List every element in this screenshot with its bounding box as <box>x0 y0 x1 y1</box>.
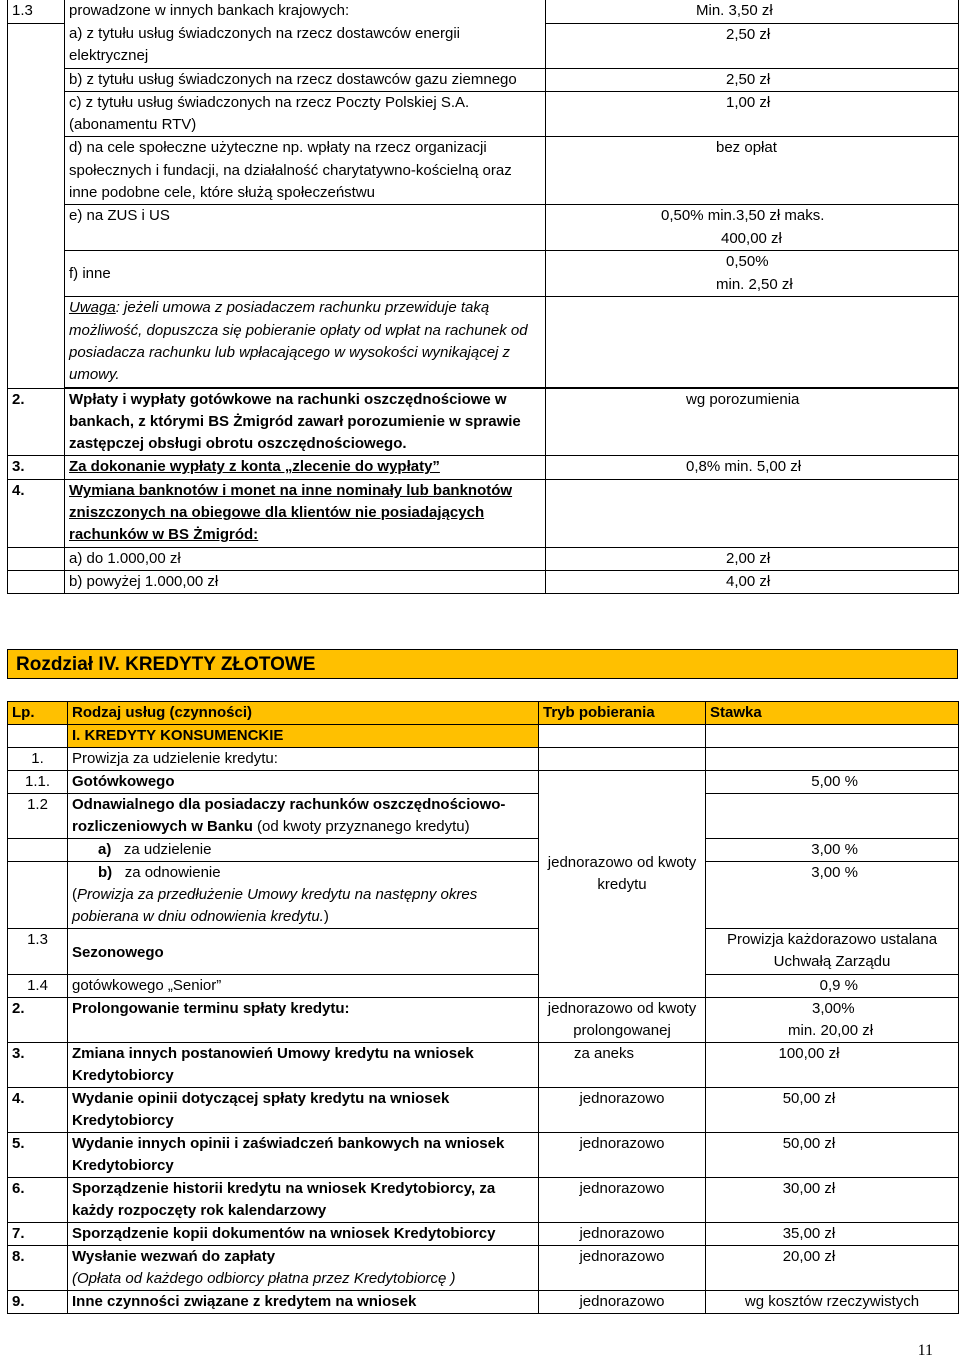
row-number: 5. <box>8 1133 68 1178</box>
row-number: 6. <box>8 1178 68 1223</box>
chapter-heading <box>7 649 958 679</box>
fees-table-top <box>7 0 959 594</box>
blank-cell <box>8 23 65 388</box>
row-label: b) z tytułu usług świadczonych na rzecz dostawców gazu ziemnego <box>65 68 546 91</box>
row-label: Wpłaty i wypłaty gotówkowe na rachunki oszczędnościowe w bankach, z którymi BS Żmigród zawarł porozumienie w sprawie zastępczej obsługi obrotu oszczędnościowego. <box>65 388 546 456</box>
row-label <box>68 839 539 862</box>
blank-cell <box>8 547 65 570</box>
row-value: 2,50 zł <box>546 23 959 68</box>
row-label: a) do 1.000,00 zł <box>65 547 546 570</box>
row-number: 1.3 <box>8 929 68 975</box>
row-value: 20,00 zł <box>706 1246 959 1291</box>
row-value: 2,00 zł <box>546 547 959 570</box>
value-line: 400,00 zł <box>721 229 782 247</box>
blank-cell <box>706 748 959 771</box>
row-value: wg kosztów rzeczywistych <box>706 1291 959 1314</box>
row-tryb: jednorazowo <box>539 1133 706 1178</box>
row-tryb: jednorazowo <box>539 1223 706 1246</box>
row-letter: b) <box>98 864 113 881</box>
row-number: 4. <box>8 1088 68 1133</box>
row-label: b) powyżej 1.000,00 zł <box>65 570 546 593</box>
row-number: 3. <box>8 456 65 479</box>
page-number: 11 <box>917 1342 933 1359</box>
row-tryb: jednorazowo <box>539 1178 706 1223</box>
row-value: 0,8% min. 5,00 zł <box>546 456 959 479</box>
row-value: 50,00 zł <box>706 1133 959 1178</box>
row-label: c) z tytułu usług świadczonych na rzecz Poczty Polskiej S.A. (abonamentu RTV) <box>65 91 546 137</box>
row-value: 5,00 % <box>706 771 959 794</box>
row-label: Inne czynności związane z kredytem na wniosek <box>68 1291 539 1314</box>
row-label: f) inne <box>65 251 546 297</box>
blank-cell <box>8 862 68 929</box>
row-number: 1. <box>8 748 68 771</box>
row-tryb: jednorazowo <box>539 1246 706 1291</box>
credit-fees-table <box>7 701 959 1314</box>
row-value: wg porozumienia <box>546 388 959 456</box>
row-number: 9. <box>8 1291 68 1314</box>
header-stawka: Stawka <box>706 702 959 725</box>
row-value: 3,00 % <box>706 862 959 929</box>
row-value: 2,50 zł <box>546 68 959 91</box>
row-label-rest: (od kwoty przyznanego kredytu) <box>252 818 470 835</box>
row-label: prowadzone w innych bankach krajowych: <box>65 0 546 23</box>
blank-cell <box>706 725 959 748</box>
row-label-text: za odnowienie <box>124 864 221 881</box>
row-label: Wydanie innych opinii i zaświadczeń bankowych na wniosek Kredytobiorcy <box>68 1133 539 1178</box>
blank-cell <box>8 725 68 748</box>
value-line: 0,50% min.3,50 zł maks. <box>661 207 825 225</box>
row-number: 2. <box>8 388 65 456</box>
row-letter: a) <box>98 841 112 858</box>
blank-cell <box>546 297 959 387</box>
blank-cell <box>8 570 65 593</box>
note-cell <box>65 297 546 387</box>
row-label: d) na cele społeczne użyteczne np. wpłaty na rzecz organizacji społecznych i fundacji, na działalność charytatywno-kościelną oraz inne podobne cele, które służą społeczeństwu <box>65 137 546 205</box>
tryb-text: jednorazowo od kwoty kredytu <box>547 854 697 893</box>
row-label: Zmiana innych postanowień Umowy kredytu na wniosek Kredytobiorcy <box>68 1043 539 1088</box>
row-label: Sezonowego <box>68 929 539 975</box>
note-text: : jeżeli umowa z posiadaczem rachunku przewiduje taką możliwość, dopuszcza się pobieranie opłaty od wpłat na rachunek od posiadacza rachunku lub wpłacającego w wysokości wynikającej z umowy. <box>69 299 528 384</box>
row-label: gotówkowego „Senior” <box>68 975 539 998</box>
row-label: Sporządzenie kopii dokumentów na wniosek Kredytobiorcy <box>68 1223 539 1246</box>
header-rodzaj: Rodzaj usług (czynności) <box>68 702 539 725</box>
row-value: bez opłat <box>546 137 959 205</box>
row-label-text: za udzielenie <box>123 841 212 858</box>
section-title: I. KREDYTY KONSUMENCKIE <box>68 725 539 748</box>
row-tryb: jednorazowo <box>539 1291 706 1314</box>
row-label <box>68 794 539 839</box>
row-value: 1,00 zł <box>546 91 959 137</box>
row-label-bold: Odnawialnego dla posiadaczy rachunków oszczędnościowo-rozliczeniowych w Banku <box>72 796 506 835</box>
row-value <box>546 205 959 251</box>
row-value: Min. 3,50 zł <box>546 0 959 23</box>
row-number: 1.4 <box>8 975 68 998</box>
row-label <box>68 1246 539 1291</box>
row-value: 3,00 % <box>706 839 959 862</box>
row-label-text: Wymiana banknotów i monet na inne nominały lub banknotów zniszczonych na obiegowe dla klientów nie posiadających rachunków w BS Żmigród: <box>69 481 513 544</box>
row-number: 1.1. <box>8 771 68 794</box>
row-number: 2. <box>8 998 68 1043</box>
row-value: 100,00 zł <box>706 1043 959 1088</box>
blank-cell <box>539 725 706 748</box>
blank-cell <box>546 479 959 547</box>
row-value <box>706 998 959 1043</box>
value-line: 0,50% <box>726 253 769 271</box>
row-tryb: jednorazowo od kwoty prolongowanej <box>539 998 706 1043</box>
row-number: 8. <box>8 1246 68 1291</box>
tryb-cell <box>539 771 706 998</box>
row-value: 50,00 zł <box>706 1088 959 1133</box>
row-number: 1.2 <box>8 794 68 839</box>
row-label: Sporządzenie historii kredytu na wniosek Kredytobiorcy, za każdy rozpoczęty rok kalendarzowy <box>68 1178 539 1223</box>
row-label: Prowizja za udzielenie kredytu: <box>68 748 539 771</box>
row-label: Za dokonanie wypłaty z konta „zlecenie do wypłaty” <box>65 456 546 479</box>
row-tryb: jednorazowo <box>539 1088 706 1133</box>
header-lp: Lp. <box>8 702 68 725</box>
row-value: Prowizja każdorazowo ustalana Uchwałą Zarządu <box>706 929 959 975</box>
row-value: 4,00 zł <box>546 570 959 593</box>
row-label-text: Wysłanie wezwań do zapłaty <box>72 1248 276 1265</box>
row-label <box>65 479 546 547</box>
chapter-title: Rozdział IV. KREDYTY ZŁOTOWE <box>16 654 316 675</box>
row-label: Prolongowanie terminu spłaty kredytu: <box>68 998 539 1043</box>
value-line: min. 2,50 zł <box>716 275 793 293</box>
note-prefix: Uwaga <box>69 299 116 317</box>
row-value: 30,00 zł <box>706 1178 959 1223</box>
blank-cell <box>8 839 68 862</box>
row-number: 4. <box>8 479 65 547</box>
row-value: 0,9 % <box>706 975 959 998</box>
row-number: 1.3 <box>8 0 65 23</box>
row-label: Gotówkowego <box>68 771 539 794</box>
header-tryb: Tryb pobierania <box>539 702 706 725</box>
value-line: min. 20,00 zł <box>788 1022 874 1039</box>
row-note: (Prowizja za przedłużenie Umowy kredytu na następny okres pobierana w dniu odnowienia kredytu.) <box>72 886 478 925</box>
row-number: 7. <box>8 1223 68 1246</box>
blank-cell <box>706 794 959 839</box>
row-label: Wydanie opinii dotyczącej spłaty kredytu na wniosek Kredytobiorcy <box>68 1088 539 1133</box>
row-value: 35,00 zł <box>706 1223 959 1246</box>
row-note: (Opłata od każdego odbiorcy płatna przez Kredytobiorcę ) <box>72 1270 456 1287</box>
value-line: 3,00% <box>812 1000 855 1017</box>
row-number: 3. <box>8 1043 68 1088</box>
blank-cell <box>539 748 706 771</box>
row-label: e) na ZUS i US <box>65 205 546 251</box>
row-value <box>546 251 959 297</box>
row-label: a) z tytułu usług świadczonych na rzecz dostawców energii elektrycznej <box>65 23 546 68</box>
row-label <box>68 862 539 929</box>
row-tryb: za aneks <box>539 1043 706 1088</box>
